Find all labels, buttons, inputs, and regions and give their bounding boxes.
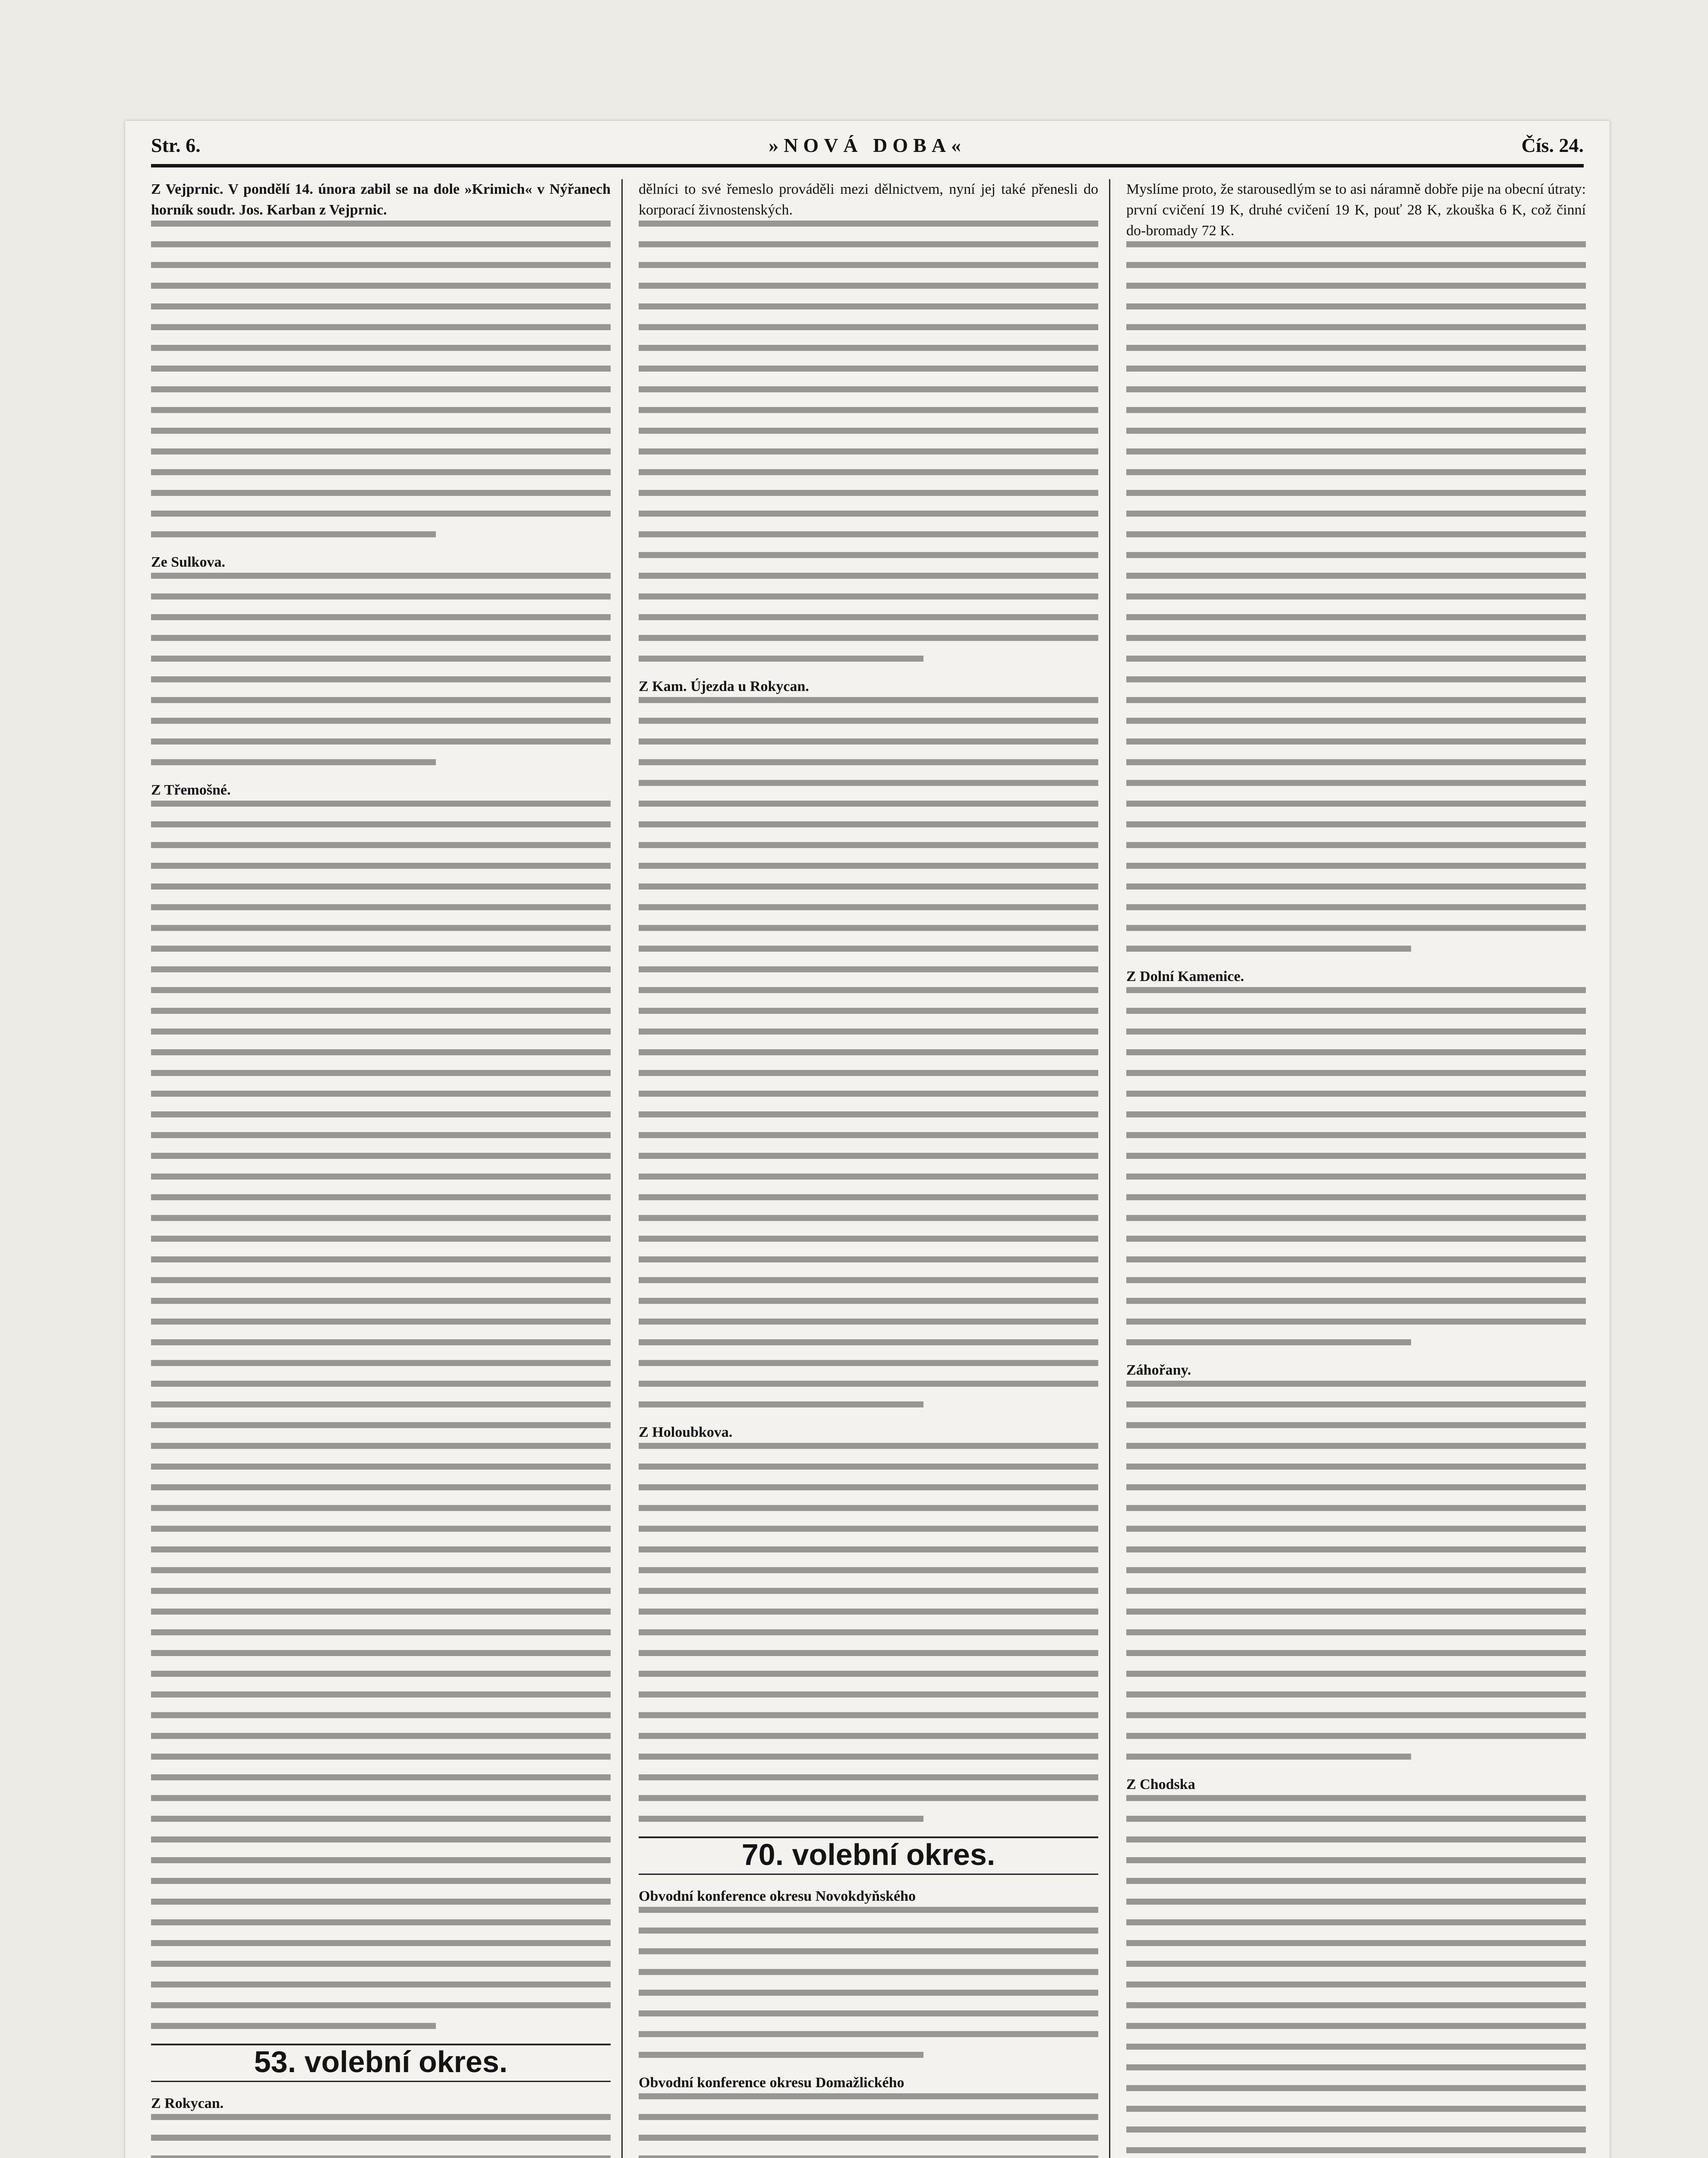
newspaper-title: »NOVÁ DOBA« bbox=[769, 134, 966, 156]
article-heading: Z Chodska bbox=[1126, 1776, 1195, 1792]
newspaper-page bbox=[125, 121, 1610, 2158]
column-divider bbox=[621, 179, 623, 2158]
article-heading: Obvodní konference okresu Domažlického bbox=[639, 2075, 904, 2091]
article-heading: Ze Sulkova. bbox=[151, 554, 225, 570]
column-3 bbox=[1126, 179, 1586, 2158]
article-heading: Z Kam. Újezda u Rokycan. bbox=[639, 678, 809, 694]
article-heading: Z Dolní Kamenice. bbox=[1126, 969, 1244, 984]
column-1 bbox=[151, 179, 611, 2158]
article-text: dělníci to své řemeslo prováděli mezi dělnictvem, nyní jej také přenesli do korporací živnostenských. bbox=[639, 181, 1098, 218]
column-2 bbox=[639, 179, 1098, 2158]
column-divider bbox=[1109, 179, 1110, 2158]
page-number: Str. 6. bbox=[151, 134, 201, 156]
article-heading: Z Třemošné. bbox=[151, 782, 231, 798]
article-lead bbox=[151, 179, 611, 221]
article-heading: Z Rokycan. bbox=[151, 2095, 224, 2111]
header-rule bbox=[151, 164, 1584, 167]
district-heading: 53. volební okres. bbox=[151, 2044, 611, 2072]
article-text: Myslíme proto, že starousedlým se to asi náramně dobře pije na obecní útraty: první cvičení 19 K, druhé cvičení 19 K, pouť 28 K, zkouška 6 K, což činní do-bromady 72 K. bbox=[1126, 181, 1586, 239]
district-heading: 70. volební okres. bbox=[639, 1836, 1098, 1865]
article-heading: Obvodní konference okresu Novokdyňského bbox=[639, 1888, 916, 1904]
article-lead bbox=[1126, 179, 1586, 241]
page-header bbox=[151, 134, 1584, 164]
issue-number: Čís. 24. bbox=[1521, 134, 1584, 156]
article-heading: Z Holoubkova. bbox=[639, 1424, 733, 1440]
article-text: Z Vejprnic. V pondělí 14. února zabil se na dole »Krimich« v Nýřanech horník soudr. Jos. Karban z Vejprnic. bbox=[151, 181, 611, 218]
article-heading: Záhořany. bbox=[1126, 1362, 1191, 1378]
article-lead bbox=[639, 179, 1098, 221]
